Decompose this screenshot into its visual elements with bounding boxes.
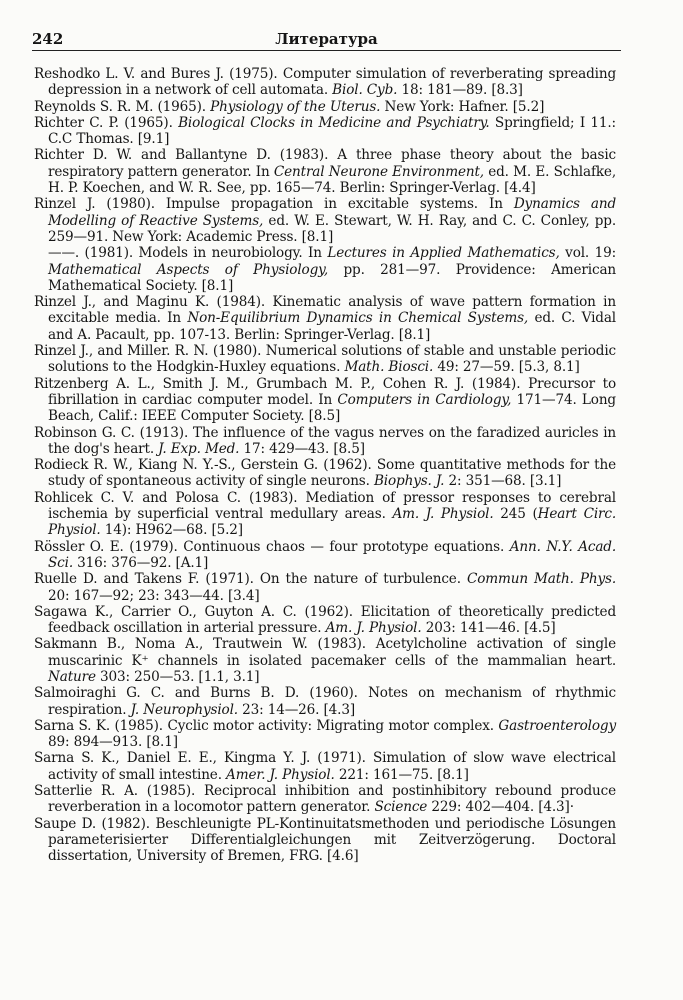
reference-entry: Ruelle D. and Takens F. (1971). On the nature of turbulence. Commun Math. Phys. 20: 167—92; 23: 343—44. [3.4] [34, 571, 617, 604]
reference-entry: Satterlie R. A. (1985). Reciprocal inhibition and postinhibitory rebound produce reverberation in a locomotor pattern generator. Science 229: 402—404. [4.3]· [34, 783, 617, 816]
reference-list [34, 66, 616, 865]
reference-entry: Sarna S. K., Daniel E. E., Kingma Y. J. (1971). Simulation of slow wave electrical activity of small intestine. Amer. J. Physiol. 221: 161—75. [8.1] [34, 750, 616, 783]
reference-entry: Ritzenberg A. L., Smith J. M., Grumbach M. P., Cohen R. J. (1984). Precursor to fibrillation in cardiac computer model. In Computers in Cardiology, 171—74. Long Beach, Calif.: IEEE Computer Society. [8.5] [34, 375, 616, 425]
reference-entry: Richter D. W. and Ballantyne D. (1983). A three phase theory about the basic respiratory pattern generator. In Central Neurone Environment, ed. M. E. Schlafke, H. P. Koechen, and W. R. See, pp. 165—74. Berlin: Springer-Verlag. [4.4] [34, 147, 616, 197]
running-title: Литература [275, 30, 378, 48]
reference-entry: Rinzel J., and Maginu K. (1984). Kinematic analysis of wave pattern formation in excitable media. In Non-Equilibrium Dynamics in Chemical Systems, ed. C. Vidal and A. Pacault, pp. 107-13. Berlin: Springer-Verlag. [8.1] [34, 294, 617, 343]
reference-entry: Richter C. P. (1965). Biological Clocks in Medicine and Psychiatry. Springfield; I 11.: C.C Thomas. [9.1] [34, 114, 616, 148]
reference-entry: Rössler O. E. (1979). Continuous chaos — four prototype equations. Ann. N.Y. Acad. Sci. 316: 376—92. [A.1] [34, 538, 617, 571]
reference-entry: Rinzel J., and Miller. R. N. (1980). Numerical solutions of stable and unstable periodic solutions to the Hodgkin-Huxley equations. Math. Biosci. 49: 27—59. [5.3, 8.1] [34, 343, 617, 376]
reference-entry: Rinzel J. (1980). Impulse propagation in excitable systems. In Dynamics and Modelling of Reactive Systems, ed. W. E. Stewart, W. H. Ray, and C. C. Conley, pp. 259—91. New York: Academic Press. [8.1] [34, 196, 617, 245]
reference-entry: Sagawa K., Carrier O., Guyton A. C. (1962). Elicitation of theoretically predicted feedback oscillation in arterial pressure. Am. J. Physiol. 203: 141—46. [4.5] [34, 603, 616, 637]
page-header [32, 30, 621, 48]
page-number: 242 [32, 30, 64, 48]
reference-entry: Sarna S. K. (1985). Cyclic motor activity: Migrating motor complex. Gastroenterology 89: 894—913. [8.1] [34, 717, 616, 751]
reference-entry: Rodieck R. W., Kiang N. Y.-S., Gerstein G. (1962). Some quantitative methods for the study of spontaneous activity of single neurons. Biophys. J. 2: 351—68. [3.1] [34, 457, 616, 490]
reference-entry: ——. (1981). Models in neurobiology. In Lectures in Applied Mathematics, vol. 19: Mathematical Aspects of Physiology, pp. 281—97. Providence: American Mathematical Society. [8.1] [48, 245, 617, 294]
reference-entry: Saupe D. (1982). Beschleunigte PL-Kontinuitatsmethoden und periodische Lösungen parameterisierter Differentialgleichungen mit Zeitverzögerung. Doctoral dissertation, University of Bremen, FRG. [4.6] [34, 815, 617, 865]
reference-entry: Salmoiraghi G. C. and Burns B. D. (1960). Notes on mechanism of rhythmic respiration. J. Neurophysiol. 23: 14—26. [4.3] [34, 685, 617, 718]
header-rule [32, 50, 621, 51]
reference-entry: Robinson G. C. (1913). The influence of the vagus nerves on the faradized auricles in the dog's heart. J. Exp. Med. 17: 429—43. [8.5] [34, 424, 616, 457]
reference-entry: Reynolds S. R. M. (1965). Physiology of the Uterus. New York: Hafner. [5.2] [34, 98, 545, 115]
reference-entry: Rohlicek C. V. and Polosa C. (1983). Mediation of pressor responses to cerebral ischemia by superficial ventral medullary areas. Am. J. Physiol. 245 (Heart Circ. Physiol. 14): H962—68. [5.2] [34, 489, 617, 539]
reference-entry: Reshodko L. V. and Bures J. (1975). Computer simulation of reverberating spreading depression in a network of cell automata. Biol. Cyb. 18: 181—89. [8.3] [34, 66, 617, 99]
reference-entry: Sakmann B., Noma A., Trautwein W. (1983). Acetylcholine activation of single muscarinic K⁺ channels in isolated pacemaker cells of the mammalian heart. Nature 303: 250—53. [1.1, 3.1] [34, 636, 617, 685]
